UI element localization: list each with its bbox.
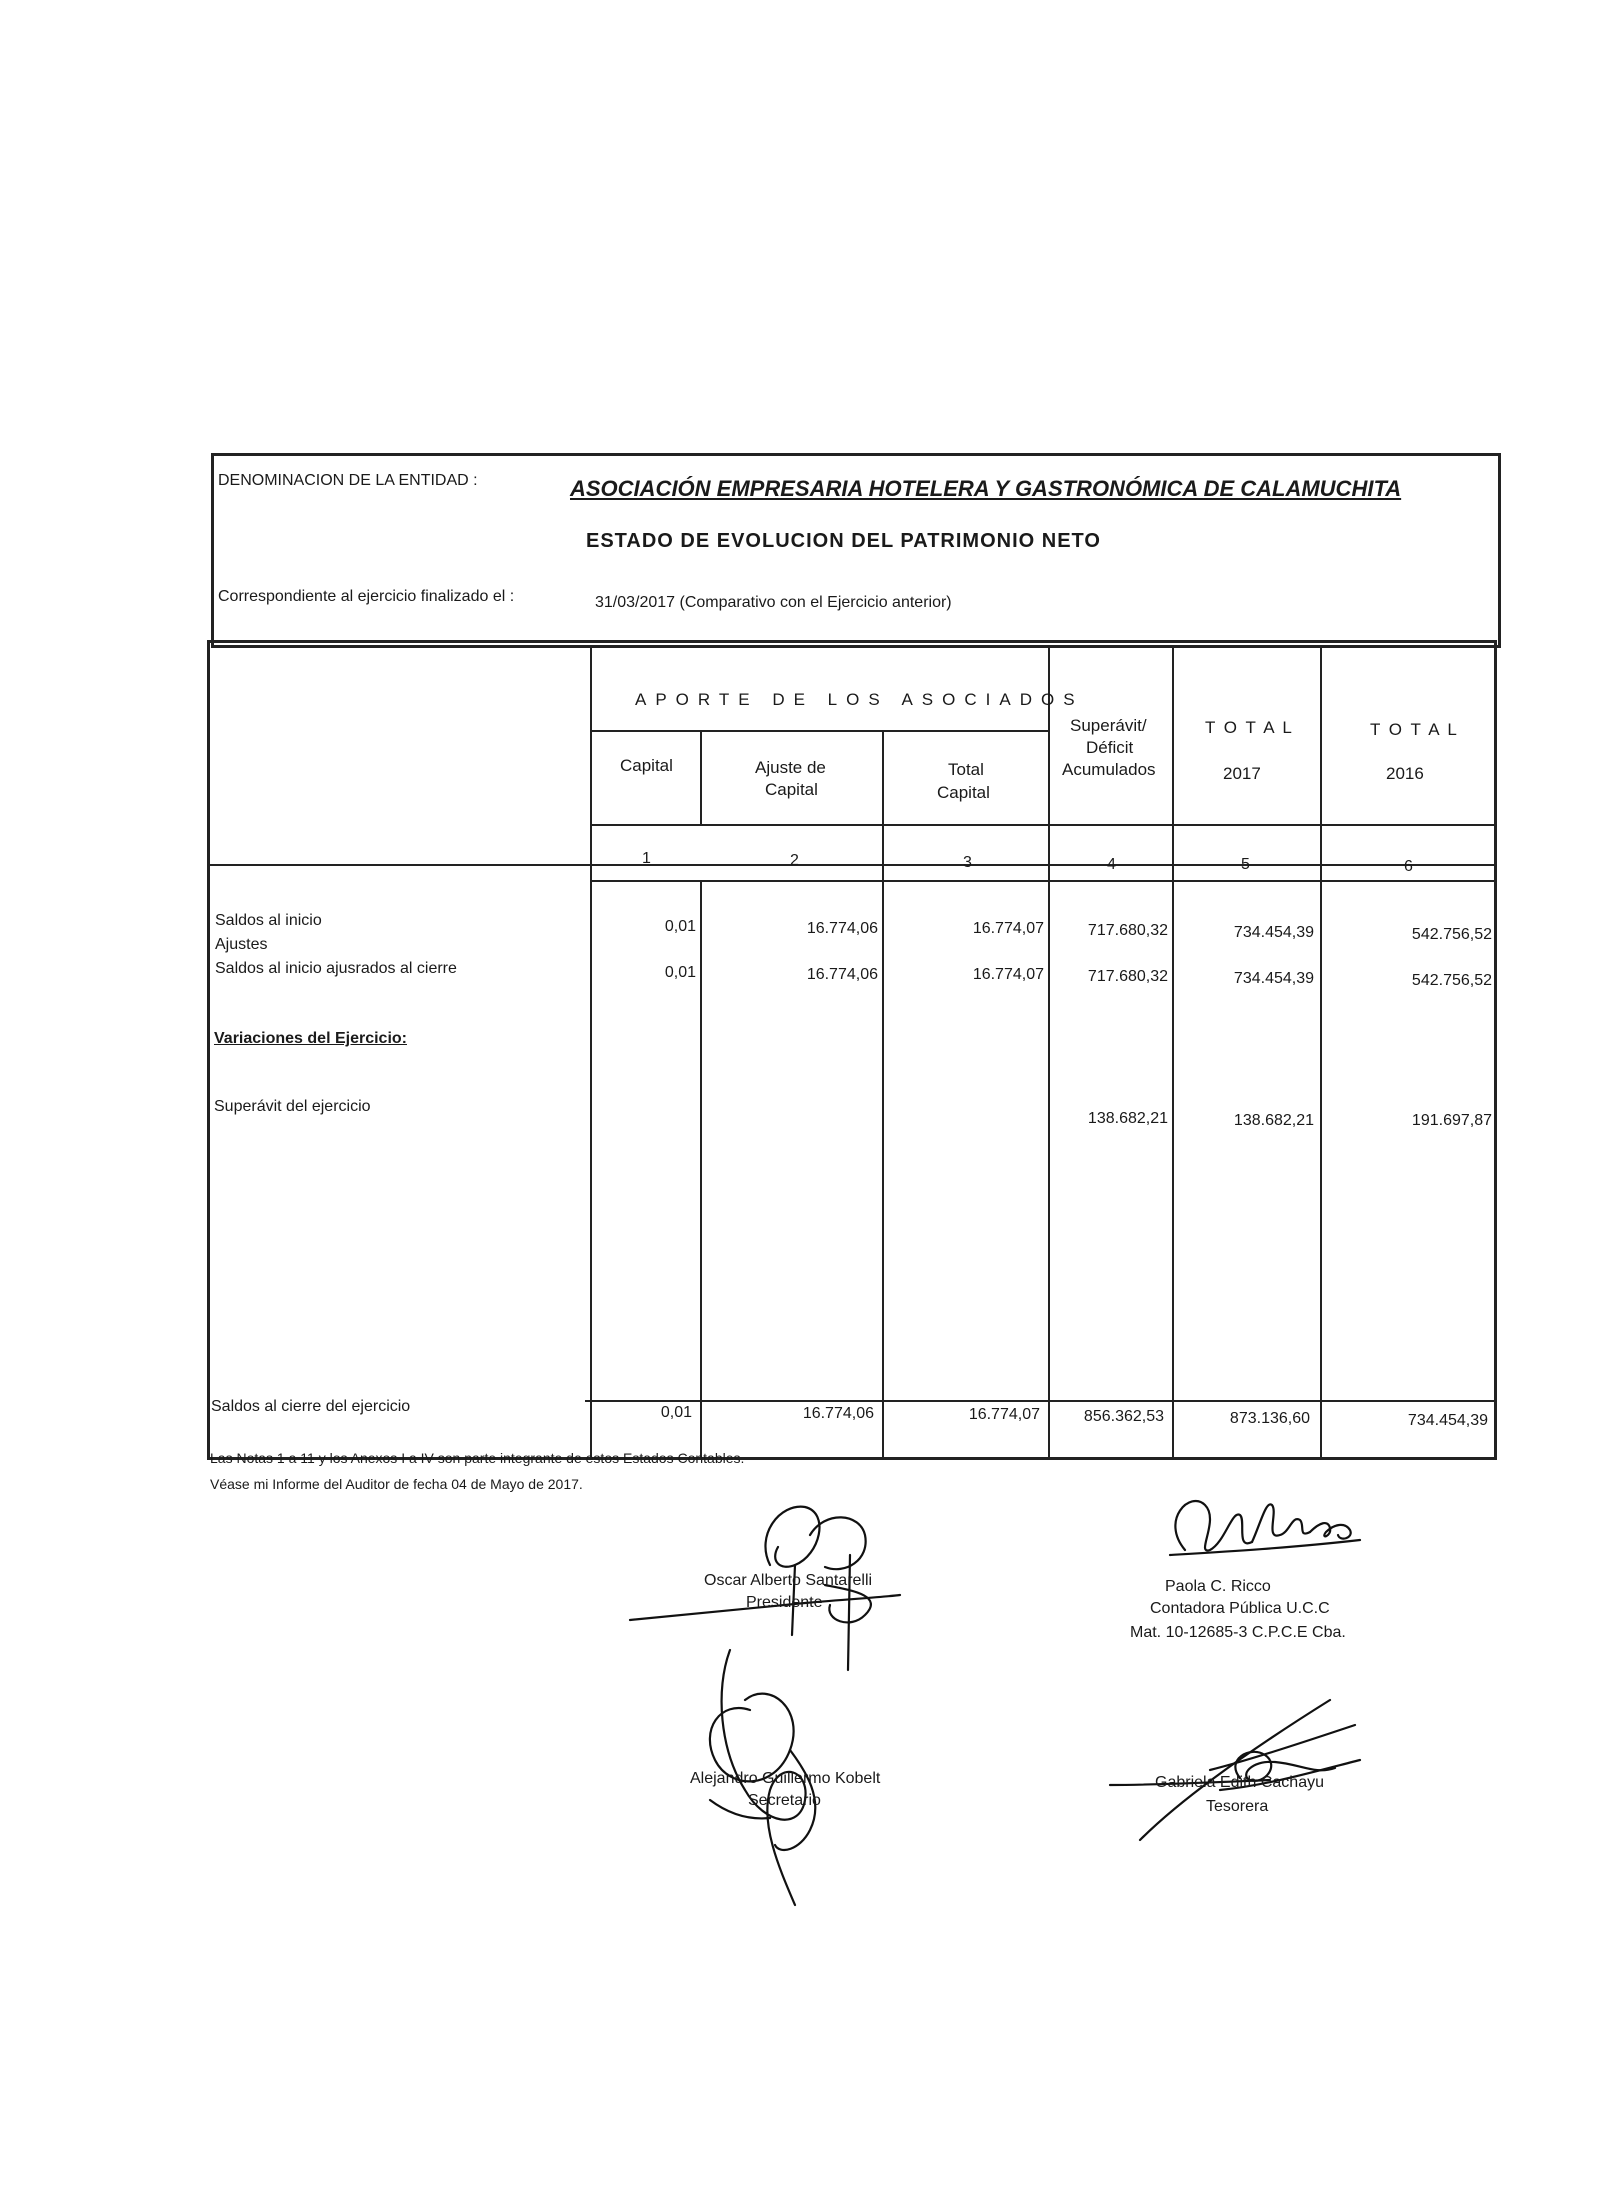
col-header-total-line2: Capital: [937, 783, 990, 802]
cell-saldos-ajustados-1: 0,01: [664, 964, 696, 981]
col-number-2: 2: [790, 852, 799, 869]
col-number-3: 3: [963, 854, 972, 871]
table-frame: [207, 640, 1497, 1460]
col-sep-2-head: [700, 730, 702, 825]
col-sep-5: [1172, 645, 1174, 1457]
footer-auditor: Véase mi Informe del Auditor de fecha 04 de Mayo de 2017.: [210, 1476, 583, 1492]
cell-superavit-6: 191.697,87: [1411, 1112, 1492, 1129]
entity-label: DENOMINACION DE LA ENTIDAD :: [218, 472, 478, 489]
period-label: Correspondiente al ejercicio finalizado el :: [218, 588, 515, 605]
column-number-rule-2: [590, 880, 1497, 882]
cell-saldos-cierre-5: 873.136,60: [1229, 1410, 1310, 1427]
cell-saldos-inicio-1: 0,01: [664, 918, 696, 935]
col-sep-1: [590, 645, 592, 1457]
cell-saldos-ajustados-3: 16.774,07: [972, 966, 1044, 983]
cell-saldos-cierre-2: 16.774,06: [802, 1405, 874, 1422]
column-number-rule: [210, 864, 1497, 866]
column-header-rule: [592, 824, 1497, 826]
col-header-total2016-line1: T O T A L: [1370, 720, 1459, 739]
col-sep-6: [1320, 645, 1322, 1457]
col-header-capital: Capital: [620, 756, 673, 775]
closing-row-top-rule: [585, 1400, 1497, 1402]
presidente-role: Presidente: [746, 1594, 823, 1611]
cell-saldos-inicio-4: 717.680,32: [1087, 922, 1168, 939]
signature-contadora-graphic: [1140, 1480, 1370, 1590]
contadora-name: Paola C. Ricco: [1165, 1578, 1271, 1595]
section-variaciones: Variaciones del Ejercicio:: [214, 1030, 407, 1047]
col-number-5: 5: [1241, 856, 1250, 873]
group-header-rule: [592, 730, 1048, 732]
cell-saldos-inicio-2: 16.774,06: [806, 920, 878, 937]
contadora-matricula: Mat. 10-12685-3 C.P.C.E Cba.: [1130, 1624, 1346, 1641]
col-header-superavit-line1: Superávit/: [1070, 716, 1147, 735]
col-header-total2016-line2: 2016: [1386, 764, 1424, 783]
footer-notes: Las Notas 1 a 11 y los Anexos I a IV son parte integrante de estos Estados Contables.: [210, 1450, 745, 1466]
cell-saldos-inicio-5: 734.454,39: [1233, 924, 1314, 941]
page-title: ESTADO DE EVOLUCION DEL PATRIMONIO NETO: [586, 530, 1101, 552]
col-header-ajuste-line1: Ajuste de: [755, 758, 826, 777]
col-header-total-line1: Total: [948, 760, 984, 779]
col-number-4: 4: [1107, 856, 1116, 873]
tesorera-role: Tesorera: [1206, 1798, 1269, 1815]
cell-saldos-cierre-1: 0,01: [660, 1404, 692, 1421]
row-label-saldos-ajustados: Saldos al inicio ajusrados al cierre: [215, 960, 457, 977]
col-number-1: 1: [642, 850, 651, 867]
cell-saldos-inicio-3: 16.774,07: [972, 920, 1044, 937]
col-header-total2017-line1: T O T A L: [1205, 718, 1294, 737]
cell-saldos-cierre-3: 16.774,07: [968, 1406, 1040, 1423]
group-header: APORTE DE LOS ASOCIADOS: [635, 690, 1084, 709]
col-number-6: 6: [1404, 858, 1413, 875]
contadora-role: Contadora Pública U.C.C: [1150, 1600, 1330, 1617]
col-header-ajuste-line2: Capital: [765, 780, 818, 799]
cell-saldos-ajustados-4: 717.680,32: [1087, 968, 1168, 985]
cell-saldos-cierre-6: 734.454,39: [1407, 1412, 1488, 1429]
row-label-superavit: Superávit del ejercicio: [214, 1098, 371, 1115]
row-label-saldos-inicio: Saldos al inicio: [215, 912, 322, 929]
entity-name: ASOCIACIÓN EMPRESARIA HOTELERA Y GASTRONÓMICA DE CALAMUCHITA: [570, 476, 1402, 501]
col-header-superavit-line3: Acumulados: [1062, 760, 1156, 779]
cell-saldos-ajustados-2: 16.774,06: [806, 966, 878, 983]
col-header-total2017-line2: 2017: [1223, 764, 1261, 783]
tesorera-name: Gabriela Edith Cachayu: [1155, 1774, 1324, 1791]
cell-saldos-ajustados-6: 542.756,52: [1411, 972, 1492, 989]
cell-saldos-ajustados-5: 734.454,39: [1233, 970, 1314, 987]
cell-saldos-inicio-6: 542.756,52: [1411, 926, 1492, 943]
col-sep-4: [1048, 645, 1050, 1457]
row-label-ajustes: Ajustes: [215, 936, 268, 953]
secretario-role: Secretario: [748, 1792, 821, 1809]
row-label-saldos-cierre: Saldos al cierre del ejercicio: [211, 1398, 411, 1415]
cell-superavit-4: 138.682,21: [1087, 1110, 1168, 1127]
presidente-name: Oscar Alberto Santarelli: [704, 1572, 873, 1589]
period-value: 31/03/2017 (Comparativo con el Ejercicio anterior): [595, 594, 952, 611]
col-sep-3: [882, 730, 884, 1457]
secretario-name: Alejandro Guillermo Kobelt: [690, 1770, 881, 1787]
cell-saldos-cierre-4: 856.362,53: [1083, 1408, 1164, 1425]
cell-superavit-5: 138.682,21: [1233, 1112, 1314, 1129]
col-header-superavit-line2: Déficit: [1086, 738, 1134, 757]
